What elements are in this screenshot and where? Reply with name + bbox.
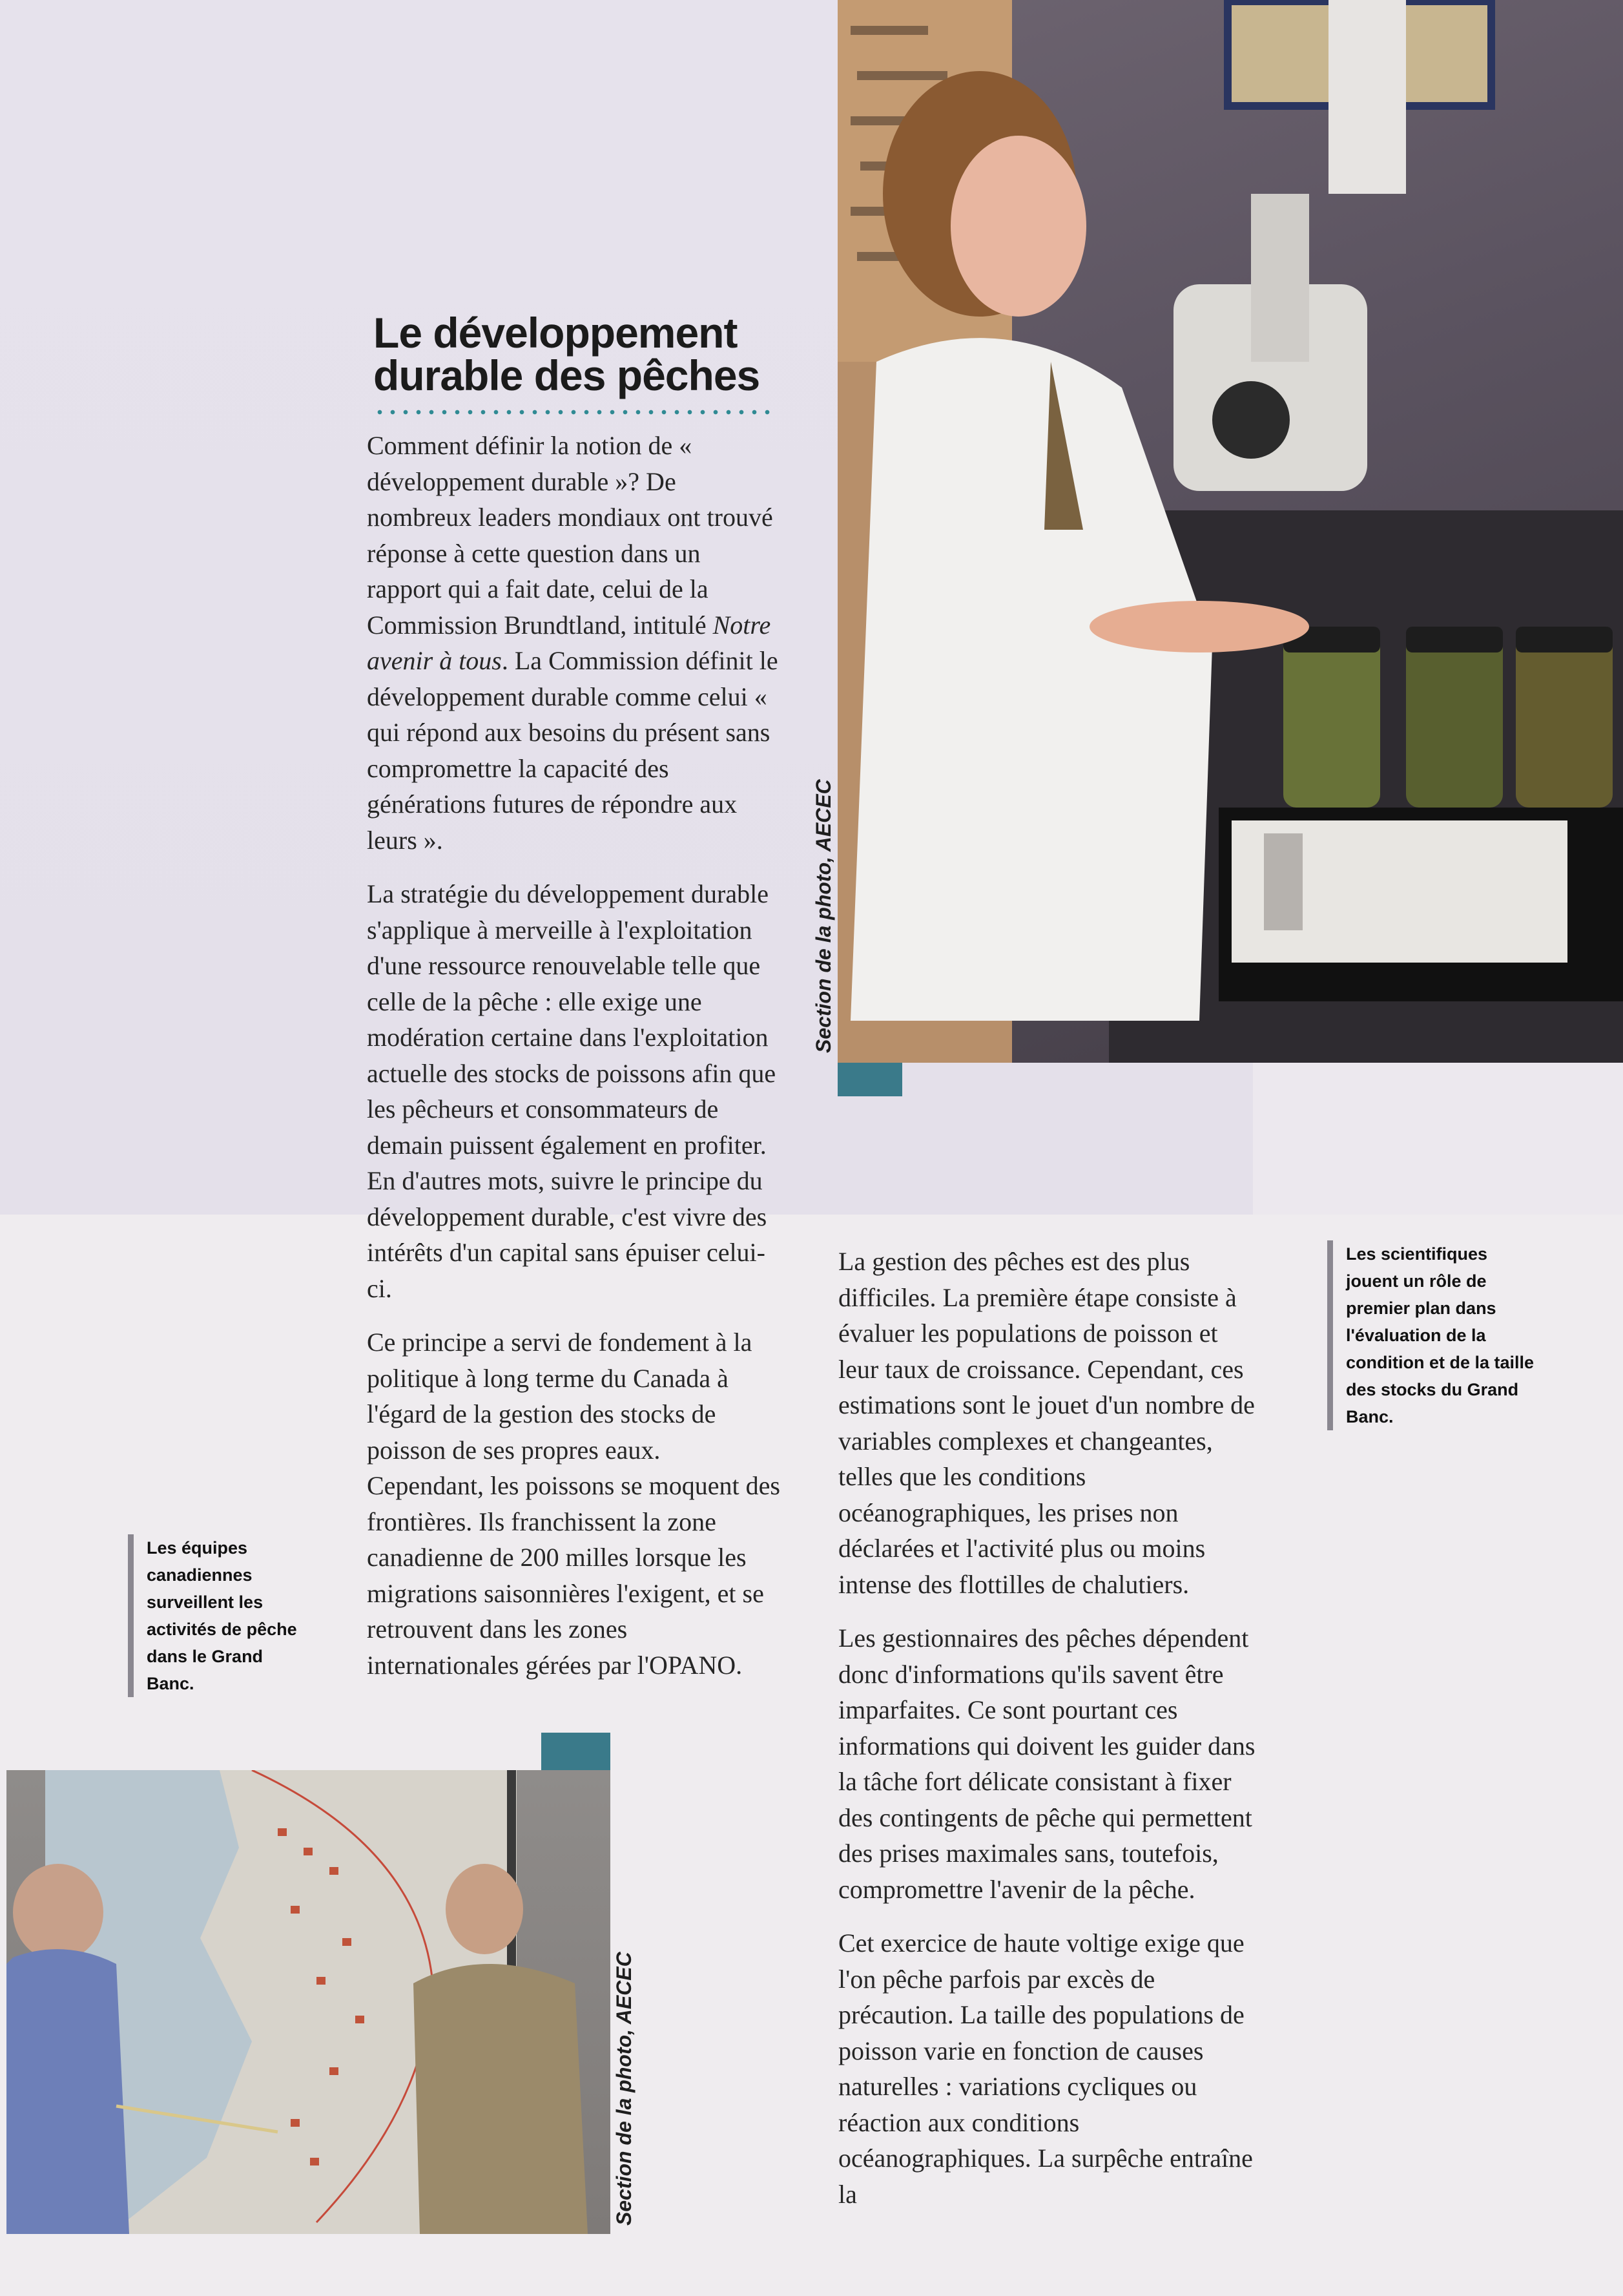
page-title [373,311,800,397]
paragraph: La gestion des pêches est des plus difficiles. La première étape consiste à évaluer les populations de poisson et leur taux de croissance. Cependant, ces estimations sont le jouet d'un nombre de variables complexes et changeantes, telles que les conditions océanographiques, les prises non déclarées et l'activité plus ou moins intense des flottilles de chalutiers. [838,1247,1255,1599]
report-title: Notre avenir à tous [367,610,771,675]
scientist-microscope-photo [838,0,1623,1063]
paragraph-text: . La Commission définit le développement durable comme celui « qui répond aux besoins du présent sans compromettre la capacité des générations futures de répondre aux leurs ». [367,646,778,855]
paragraph: Ce principe a servi de fondement à la politique à long terme du Canada à l'égard de la gestion des stocks de poisson de ses propres eaux. Cependant, les poissons se moquent des frontières. Ils franchissent la zone canadienne de 200 milles lorsque les migrations saisonnières l'exigent, et se retrouvent dans les zones internationales gérées par l'OPANO. [367,1328,780,1680]
photo-credit: Section de la photo, AECEC [812,779,835,1053]
caption-scientists: Les scientifiques jouent un rôle de premier plan dans l'évaluation de la condition et de la taille des stocks du Grand Banc. [1327,1240,1540,1430]
body-column-left [367,428,780,1701]
paragraph [367,428,780,858]
map-briefing-illustration [6,1770,610,2234]
scientist-microscope-illustration [838,0,1623,1063]
paragraph: Les gestionnaires des pêches dépendent donc d'informations qu'ils savent être imparfaites. Ce sont pourtant ces informations qui doivent les guider dans la tâche fort délicate consistant à fixer des contingents de pêche qui permettent des prises maximales sans, toutefois, compromettre l'avenir de la pêche. [838,1623,1256,1904]
map-inspection-photo [6,1770,610,2234]
photo-credit: Section de la photo, AECEC [612,1952,636,2226]
dotted-rule [373,409,774,415]
paragraph: Cet exercice de haute voltige exige que l'on pêche parfois par excès de précaution. La taille des populations de poisson varie en fonction de causes naturelles : variations cycliques ou réaction aux conditions océanographiques. La surpêche entraîne la [838,1928,1253,2209]
accent-block [838,1063,902,1096]
title-line-2: durable des pêches [373,351,760,399]
caption-teams: Les équipes canadiennes surveillent les activités de pêche dans le Grand Banc. [128,1534,308,1697]
title-line-1: Le développement [373,309,738,357]
body-column-right [838,1244,1258,2230]
paragraph: La stratégie du développement durable s'applique à merveille à l'exploitation d'une ressource renouvelable telle que celle de la pêche : elle exige une modération certaine dans l'exploitation actuelle des stocks de poissons afin que les pêcheurs et consommateurs de demain puissent également en profiter. En d'autres mots, suivre le principe du développement durable, c'est vivre des intérêts d'un capital sans épuiser celui-ci. [367,879,776,1303]
paragraph-text: Comment définir la notion de « développement durable »? De nombreux leaders mondiaux ont trouvé réponse à cette question dans un rapport qui a fait date, celui de la Commission Brundtland, intitulé [367,431,773,640]
accent-block [541,1733,610,1770]
